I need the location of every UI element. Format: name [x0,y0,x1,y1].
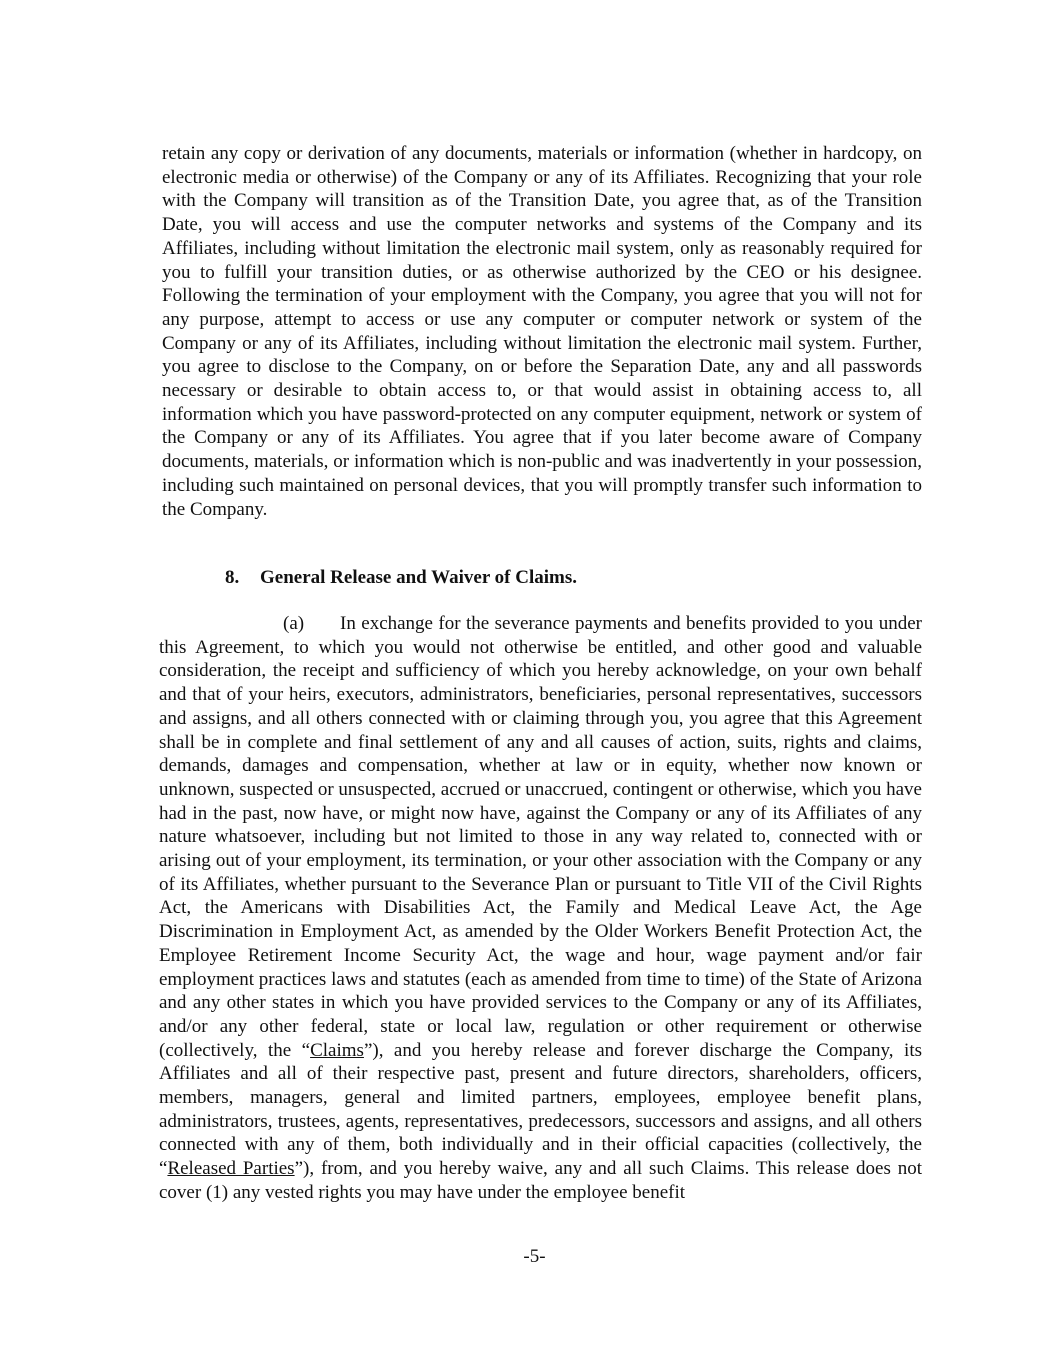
section-number: 8. [225,567,240,588]
release-text-part-2: ”), and you hereby release and forever discharge the Company, its Affiliates and all of their respective past, present and future directors, shareholders, officers, members, managers, general and limited partners, employees, employee benefit plans, administrators, trustees, agents, representatives, predecessors, successors and assigns, and all others connected with any of them, both individually and in their official capacities (collectively, the “ [159,1039,922,1180]
defined-term-released-parties: Released Parties [167,1158,295,1180]
defined-term-claims: Claims [310,1039,364,1061]
subsection-label: (a) [283,613,305,634]
release-text-part-3: ”), from, and you hereby waive, any and all such Claims. This release does not cover (1) any vested rights you may have under the employee benefit [159,1158,923,1203]
continued-paragraph: retain any copy or derivation of any documents, materials or information (whether in hardcopy, on electronic media or otherwise) of the Company or any of its Affiliates. Recognizing that your role with the Company will transition as of the Transition Date, you agree that, as of the Transition Date, you will access and use the computer networks and systems of the Company and its Affiliates, including without limitation the electronic mail system, only as reasonably required for you to fulfill your transition duties, or as otherwise authorized by the CEO or his designee. Following the termination of your employment with the Company, you agree that you will not for any purpose, attempt to access or use any computer or computer network or system of the Company or any of its Affiliates, including without limitation the electronic mail system. Further, you agree to disclose to the Company, on or before the Separation Date, any and all passwords necessary or desirable to obtain access to, or that would assist in obtaining access to, all information which you have password-protected on any computer equipment, network or system of the Company or any of its Affiliates. You agree that if you later become aware of Company documents, materials, or information which is non-public and was inadvertently in your possession, including such maintained on personal devices, that you will promptly transfer such information to the Company. [162,143,922,520]
section-title: General Release and Waiver of Claims. [260,567,577,588]
release-paragraph [159,612,922,1205]
release-text-part-1: In exchange for the severance payments and benefits provided to you under this Agreement, to which you would not otherwise be entitled, and other good and valuable consideration, the receipt and sufficiency of which you hereby acknowledge, on your own behalf and that of your heirs, executors, administrators, beneficiaries, personal representatives, successors and assigns, and all others connected with or claiming through you, you agree that this Agreement shall be in complete and final settlement of any and all causes of action, suits, rights and claims, demands, damages and compensation, whether at law or in equity, whether now known or unknown, suspected or unsuspected, accrued or unaccrued, contingent or otherwise, which you have had in the past, now have, or might now have, against the Company or any of its Affiliates of any nature whatsoever, including but not limited to those in any way related to, connected with or arising out of your employment, its termination, or your other association with the Company or any of its Affiliates, whether pursuant to the Severance Plan or pursuant to Title VII of the Civil Rights Act, the Americans with Disabilities Act, the Family and Medical Leave Act, the Age Discrimination in Employment Act, as amended by the Older Workers Benefit Protection Act, the Employee Retirement Income Security Act, the wage and hour, wage payment and/or fair employment practices laws and statutes (each as amended from time to time) of the State of Arizona and any other states in which you have provided services to the Company or any of its Affiliates, and/or any other federal, state or local law, regulation or other requirement or otherwise (collectively, the “ [159,613,922,1061]
section-heading [225,567,577,589]
page-number: -5- [523,1246,546,1267]
